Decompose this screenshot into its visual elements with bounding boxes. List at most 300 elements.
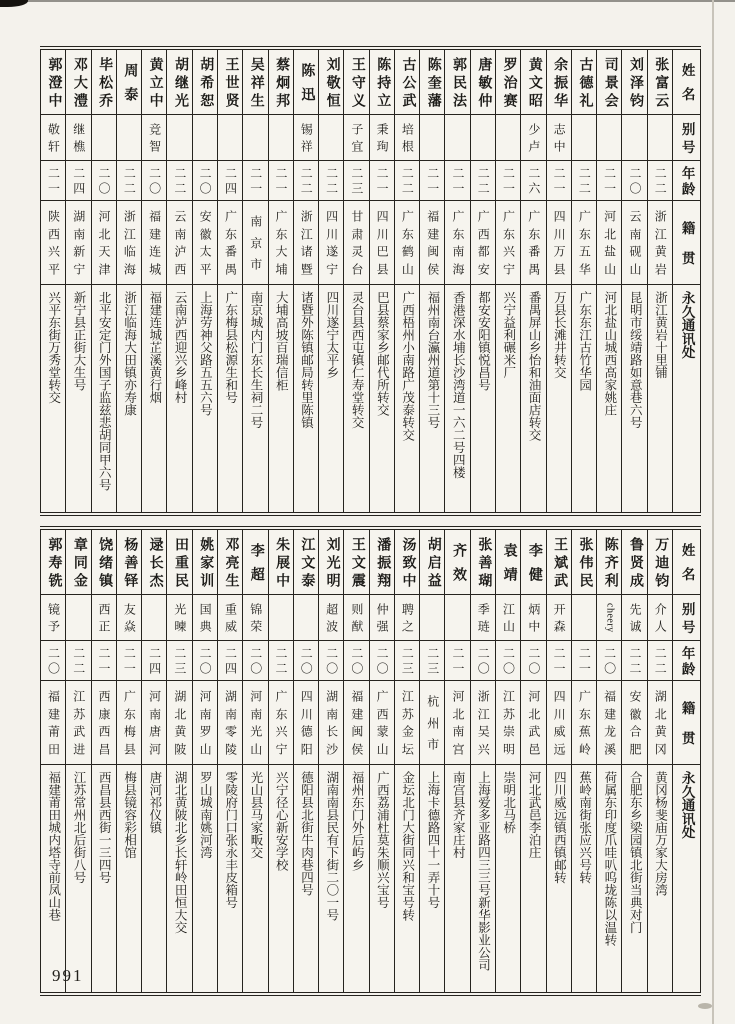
person-origin: 河 北 武 邑 [521, 680, 545, 764]
entry-column [293, 530, 318, 992]
person-name: 逯 长 杰 [147, 537, 163, 587]
person-alias [319, 114, 343, 160]
person-address: 河北武邑李泊庄 [521, 764, 545, 992]
person-age: 二 二 [294, 160, 318, 200]
person-age: 二 四 [142, 640, 166, 680]
person-alias: 竞 智 [142, 114, 166, 160]
person-alias: 友 焱 [117, 594, 141, 640]
person-origin: 杭 州 市 [420, 680, 444, 764]
person-origin: 广 东 番 禺 [521, 200, 545, 284]
person-origin: 广 东 南 海 [445, 200, 469, 284]
person-alias: 培 根 [395, 114, 419, 160]
person-name: 张 富 云 [653, 57, 669, 107]
entry-column [647, 530, 672, 992]
person-age: 二 一 [269, 160, 293, 200]
person-alias [622, 114, 646, 160]
person-name: 陈 迅 [299, 63, 315, 101]
person-age: 二 〇 [471, 640, 495, 680]
entry-column [65, 530, 90, 992]
roster-grid-bottom [40, 529, 701, 993]
person-origin: 广 东 番 禺 [218, 200, 242, 284]
entry-column [495, 50, 520, 512]
entry-column [141, 50, 166, 512]
scan-artifact-corner [0, 0, 28, 7]
person-name: 胡 启 益 [425, 537, 441, 587]
person-age: 二 〇 [496, 640, 520, 680]
person-address: 云南泸西迎兴乡峰村 [167, 284, 191, 512]
person-origin: 浙 江 临 海 [117, 200, 141, 284]
person-origin: 江 苏 崇 明 [496, 680, 520, 764]
entry-column [166, 50, 191, 512]
entry-column [242, 50, 267, 512]
entry-column [394, 50, 419, 512]
entry-column [369, 50, 394, 512]
person-alias: 开 森 [547, 594, 571, 640]
person-alias: 先 诚 [622, 594, 646, 640]
person-name: 邓 大 澧 [71, 57, 87, 107]
person-origin: 广 东 梅 县 [117, 680, 141, 764]
person-address: 广东梅县松源生和号 [218, 284, 242, 512]
entry-column [318, 50, 343, 512]
person-age: 二 〇 [193, 160, 217, 200]
person-origin: 云 南 砚 山 [622, 200, 646, 284]
person-origin: 广 东 兴 宁 [496, 200, 520, 284]
person-origin: 湖 南 新 宁 [66, 200, 90, 284]
person-alias: 西 正 [92, 594, 116, 640]
person-origin: 浙 江 吴 兴 [471, 680, 495, 764]
entry-column [91, 530, 116, 992]
person-name: 刘 泽 钧 [628, 57, 643, 107]
person-age: 二 二 [319, 160, 343, 200]
person-origin: 广 西 都 安 [471, 200, 495, 284]
person-address: 福州南台瀛州道第十三号 [420, 284, 444, 512]
person-origin: 福 建 连 城 [142, 200, 166, 284]
person-origin: 福 建 闽 侯 [420, 200, 444, 284]
person-name: 袁 靖 [501, 543, 517, 581]
person-name: 周 泰 [122, 63, 138, 101]
page-number: 991 [52, 966, 84, 985]
person-address: 光山县马家畈交 [243, 764, 267, 992]
person-name: 司 景 会 [602, 57, 618, 107]
person-address: 兴宁益利碾米厂 [496, 284, 520, 512]
person-origin: 西 康 西 昌 [92, 680, 116, 764]
header-column [672, 530, 700, 992]
person-address: 巴县蔡家乡邮代所转交 [370, 284, 394, 512]
person-address: 荷属东印度爪哇叭呜垅陈以温转 [597, 764, 621, 992]
person-address: 诸暨外陈镇邮局转里陈镇 [294, 284, 318, 512]
person-origin: 甘 肃 灵 台 [344, 200, 368, 284]
person-age: 二 二 [167, 160, 191, 200]
person-alias [66, 594, 90, 640]
person-name: 刘 光 明 [324, 537, 340, 587]
roster-table-top [40, 46, 701, 516]
person-alias [648, 114, 672, 160]
person-name: 潘 振 翔 [375, 537, 391, 587]
person-address: 崇明北马桥 [496, 764, 520, 992]
person-origin: 江 苏 金 坛 [395, 680, 419, 764]
person-age: 二 六 [521, 160, 545, 200]
person-address: 福州东门外后屿乡 [344, 764, 368, 992]
person-name: 唐 敏 仲 [476, 57, 492, 107]
person-address: 灵台县西屯镇仁寿堂转交 [344, 284, 368, 512]
person-name: 李 健 [526, 543, 542, 581]
person-address: 昆明市绥靖路如意巷六号 [622, 284, 646, 512]
person-age: 二 〇 [319, 640, 343, 680]
person-alias: 锡 祥 [294, 114, 318, 160]
entry-column [394, 530, 419, 992]
person-address: 合肥东乡梁园镇北街当典对门 [622, 764, 646, 992]
person-age: 二 一 [92, 640, 116, 680]
person-alias: 聘 之 [395, 594, 419, 640]
person-alias [294, 594, 318, 640]
person-age: 二 一 [420, 160, 444, 200]
person-alias: 炳 中 [521, 594, 545, 640]
person-age: 二 四 [218, 640, 242, 680]
entry-column [444, 530, 469, 992]
person-address: 番禺屏山乡怡和油面店转交 [521, 284, 545, 512]
roster-table-bottom [40, 526, 701, 996]
person-name: 毕 松 乔 [97, 57, 113, 107]
person-age: 二 〇 [597, 640, 621, 680]
person-alias: 介 人 [648, 594, 672, 640]
person-address: 罗山城南姚河湾 [193, 764, 217, 992]
person-age: 二 四 [218, 160, 242, 200]
person-address: 浙江黄岩十里铺 [648, 284, 672, 512]
person-address: 广东东江古竹华园 [572, 284, 596, 512]
person-alias: 季 琏 [471, 594, 495, 640]
person-alias [243, 114, 267, 160]
entry-column [520, 50, 545, 512]
column-header-age: 年 龄 [673, 160, 700, 200]
entry-column [419, 50, 444, 512]
person-alias: 子 宜 [344, 114, 368, 160]
person-alias: 敬 轩 [41, 114, 65, 160]
person-age: 二 二 [269, 640, 293, 680]
scan-artifact-top-line [0, 0, 735, 2]
person-alias: 镜 予 [41, 594, 65, 640]
person-alias: 重 威 [218, 594, 242, 640]
scan-artifact-right-line [712, 0, 714, 1024]
person-alias [92, 114, 116, 160]
person-origin: 四 川 威 远 [547, 680, 571, 764]
person-origin: 浙 江 黄 岩 [648, 200, 672, 284]
entry-column [268, 530, 293, 992]
person-origin: 湖 南 长 沙 [319, 680, 343, 764]
person-name: 饶 绪 镇 [97, 537, 113, 587]
column-header-origin: 籍 贯 [673, 680, 700, 764]
person-address: 香港深水埔长沙湾道一六二号四楼 [445, 284, 469, 512]
person-age: 二 二 [572, 160, 596, 200]
person-address: 南宫县齐家庄村 [445, 764, 469, 992]
person-age: 二 一 [445, 160, 469, 200]
person-address: 西昌县西街一三四号 [92, 764, 116, 992]
person-alias [167, 114, 191, 160]
person-address: 福建连城芷溪黄行烟 [142, 284, 166, 512]
person-name: 田 重 民 [172, 537, 188, 587]
entry-column [192, 530, 217, 992]
person-origin: 湖 北 黄 陂 [167, 680, 191, 764]
person-name: 古 公 武 [400, 57, 416, 107]
person-name: 万 迪 钧 [653, 537, 669, 587]
person-address: 广西梧州小南路广茂泰转交 [395, 284, 419, 512]
entry-column [647, 50, 672, 512]
entry-column [116, 530, 141, 992]
person-origin: 河 南 光 山 [243, 680, 267, 764]
person-address: 北平安定门外国子监兹悲胡同甲六号 [92, 284, 116, 512]
entry-column [369, 530, 394, 992]
person-origin: 云 南 泸 西 [167, 200, 191, 284]
person-alias: 秉 珣 [370, 114, 394, 160]
person-age: 二 〇 [142, 160, 166, 200]
person-age: 二 〇 [370, 640, 394, 680]
person-address: 福建莆田城内塔寺前凤山巷 [41, 764, 65, 992]
person-name: 王 文 震 [349, 537, 365, 587]
column-header-name: 姓 名 [679, 63, 695, 101]
person-address: 唐河祁仪镇 [142, 764, 166, 992]
person-alias: 仲 强 [370, 594, 394, 640]
person-age: 二 〇 [92, 160, 116, 200]
person-address: 四川遂宁太平乡 [319, 284, 343, 512]
person-age: 二 二 [117, 160, 141, 200]
person-name: 齐 效 [451, 543, 467, 581]
person-name: 郭 寿 铣 [46, 537, 62, 587]
entry-column [596, 530, 621, 992]
person-alias: 光 暕 [167, 594, 191, 640]
entry-column [419, 530, 444, 992]
person-name: 张 善 瑚 [476, 537, 492, 587]
entry-column [217, 530, 242, 992]
entry-column [621, 50, 646, 512]
person-alias [445, 594, 469, 640]
column-header-age: 年 龄 [673, 640, 700, 680]
person-address: 大埔高坡百瑞信柜 [269, 284, 293, 512]
person-age: 二 一 [243, 160, 267, 200]
entry-column [293, 50, 318, 512]
person-origin: 广 东 大 埔 [269, 200, 293, 284]
person-alias [269, 114, 293, 160]
entry-column [571, 50, 596, 512]
person-address: 湖北黄陂北乡长轩岭田恒大交 [167, 764, 191, 992]
person-address: 黄冈杨斐庙万家大房湾 [648, 764, 672, 992]
entry-column [470, 530, 495, 992]
person-origin: 河 南 罗 山 [193, 680, 217, 764]
person-age: 二 一 [41, 160, 65, 200]
person-alias: 则 猷 [344, 594, 368, 640]
person-address: 兴平东街万秀堂转交 [41, 284, 65, 512]
person-name: 王 世 贤 [223, 57, 239, 107]
person-origin: 广 西 蒙 山 [370, 680, 394, 764]
person-address: 河北盐山城西高家姚庄 [597, 284, 621, 512]
column-header-address: 永 久 通 讯 处 [673, 764, 700, 992]
person-origin: 陕 西 兴 平 [41, 200, 65, 284]
person-origin: 广 东 鹤 山 [395, 200, 419, 284]
person-origin: 四 川 万 县 [547, 200, 571, 284]
person-origin: 福 建 龙 溪 [597, 680, 621, 764]
person-address: 德阳县北街牛肉巷四号 [294, 764, 318, 992]
person-name: 黄 立 中 [147, 57, 163, 107]
person-address: 江苏常州北后街八号 [66, 764, 90, 992]
person-age: 二 〇 [294, 640, 318, 680]
entry-column [192, 50, 217, 512]
entry-column [621, 530, 646, 992]
person-age: 二 二 [395, 160, 419, 200]
person-name: 余 振 华 [552, 57, 568, 107]
person-age: 二 一 [117, 640, 141, 680]
person-age: 二 一 [496, 160, 520, 200]
person-name: 黄 文 昭 [526, 57, 542, 107]
person-name: 郭 澄 中 [46, 57, 62, 107]
person-origin: 四 川 德 阳 [294, 680, 318, 764]
column-header-alias: 别 号 [673, 114, 700, 160]
person-age: 二 三 [420, 640, 444, 680]
person-name: 陈 持 立 [375, 57, 391, 107]
entry-column [166, 530, 191, 992]
entry-column [41, 530, 65, 992]
person-origin: 河 北 天 津 [92, 200, 116, 284]
person-age: 二 一 [597, 160, 621, 200]
person-alias: 江 山 [496, 594, 520, 640]
person-alias [269, 594, 293, 640]
entry-column [495, 530, 520, 992]
person-name: 杨 善 铎 [122, 537, 138, 587]
person-origin: 湖 南 零 陵 [218, 680, 242, 764]
entry-column [571, 530, 596, 992]
column-header-alias: 别 号 [673, 594, 700, 640]
person-origin: 安 徽 合 肥 [622, 680, 646, 764]
person-origin: 河 南 唐 河 [142, 680, 166, 764]
person-name: 张 伟 民 [577, 537, 593, 587]
person-alias: cheery [597, 594, 621, 640]
person-address: 兴宁径心新安学校 [269, 764, 293, 992]
entry-column [546, 50, 571, 512]
person-alias [496, 114, 520, 160]
person-age: 二 〇 [622, 160, 646, 200]
person-name: 朱 展 中 [274, 537, 290, 587]
person-alias [142, 594, 166, 640]
person-alias: 国 典 [193, 594, 217, 640]
person-age: 二 四 [66, 160, 90, 200]
entry-column [470, 50, 495, 512]
person-address: 广西荔浦杜莫朱顺兴宝号 [370, 764, 394, 992]
person-address: 金坛北门大街同兴和宝号转 [395, 764, 419, 992]
person-name: 蔡 炯 邦 [274, 57, 290, 107]
person-name: 章 同 金 [71, 537, 87, 587]
person-name: 王 斌 武 [552, 537, 568, 587]
entry-column [520, 530, 545, 992]
person-address: 湖南南县民有下街二〇一号 [319, 764, 343, 992]
person-origin: 福 建 闽 侯 [344, 680, 368, 764]
person-origin: 河 北 盐 山 [597, 200, 621, 284]
entry-column [343, 530, 368, 992]
entry-column [318, 530, 343, 992]
person-age: 二 〇 [243, 640, 267, 680]
entry-column [41, 50, 65, 512]
person-origin: 广 东 蕉 岭 [572, 680, 596, 764]
person-alias [471, 114, 495, 160]
scan-artifact-smudge [698, 1003, 712, 1009]
entry-column [343, 50, 368, 512]
entry-column [65, 50, 90, 512]
person-address: 南京城内门东长生祠二号 [243, 284, 267, 512]
person-name: 王 守 义 [349, 57, 365, 107]
person-name: 胡 希 恕 [198, 57, 214, 107]
roster-grid-top [40, 49, 701, 513]
person-alias [117, 114, 141, 160]
person-origin: 四 川 巴 县 [370, 200, 394, 284]
person-name: 胡 继 光 [172, 57, 188, 107]
column-header-origin: 籍 贯 [673, 200, 700, 284]
person-alias [420, 594, 444, 640]
person-address: 上海卡德路四十一弄十号 [420, 764, 444, 992]
person-name: 吴 祥 生 [248, 57, 264, 107]
person-origin: 江 苏 武 进 [66, 680, 90, 764]
person-name: 江 文 泰 [299, 537, 315, 587]
person-name: 汤 致 中 [400, 537, 416, 587]
entry-column [242, 530, 267, 992]
person-address: 零陵府门口张永丰皮箱号 [218, 764, 242, 992]
person-age: 二 一 [370, 160, 394, 200]
entry-column [217, 50, 242, 512]
person-name: 古 德 礼 [577, 57, 593, 107]
person-name: 罗 治 赛 [501, 57, 517, 107]
person-age: 二 二 [66, 640, 90, 680]
person-alias [218, 114, 242, 160]
person-age: 二 三 [395, 640, 419, 680]
person-age: 二 〇 [193, 640, 217, 680]
entry-column [91, 50, 116, 512]
person-origin: 安 徽 太 平 [193, 200, 217, 284]
person-address: 万县长滩井转交 [547, 284, 571, 512]
person-origin: 湖 北 黄 冈 [648, 680, 672, 764]
entry-column [546, 530, 571, 992]
person-age: 二 〇 [521, 640, 545, 680]
person-address: 上海劳神父路五五六号 [193, 284, 217, 512]
person-origin: 广 东 五 华 [572, 200, 596, 284]
person-name: 邓 亮 生 [223, 537, 239, 587]
person-alias [445, 114, 469, 160]
person-age: 二 二 [622, 640, 646, 680]
person-alias [193, 114, 217, 160]
person-origin: 南 京 市 [243, 200, 267, 284]
header-column [672, 50, 700, 512]
person-alias [572, 594, 596, 640]
person-age: 二 一 [547, 160, 571, 200]
person-alias [572, 114, 596, 160]
person-name: 刘 敬 恒 [324, 57, 340, 107]
person-alias [420, 114, 444, 160]
person-alias [597, 114, 621, 160]
column-header-address: 永 久 通 讯 处 [673, 284, 700, 512]
entry-column [268, 50, 293, 512]
person-alias: 锦 荣 [243, 594, 267, 640]
person-origin: 福 建 莆 田 [41, 680, 65, 764]
person-address: 新宁县正街大生号 [66, 284, 90, 512]
person-alias: 志 中 [547, 114, 571, 160]
person-age: 二 一 [572, 640, 596, 680]
person-age: 二 〇 [344, 640, 368, 680]
person-name: 陈 齐 利 [602, 537, 618, 587]
person-age: 二 二 [648, 160, 672, 200]
person-age: 二 一 [547, 640, 571, 680]
person-address: 梅县镜容彩相馆 [117, 764, 141, 992]
person-origin: 广 东 兴 宁 [269, 680, 293, 764]
column-header-name: 姓 名 [679, 543, 695, 581]
person-name: 李 超 [248, 543, 264, 581]
person-name: 郭 民 法 [451, 57, 467, 107]
person-address: 上海爱多亚路四三三号新华影业公司 [471, 764, 495, 992]
person-alias: 继 樵 [66, 114, 90, 160]
entry-column [116, 50, 141, 512]
